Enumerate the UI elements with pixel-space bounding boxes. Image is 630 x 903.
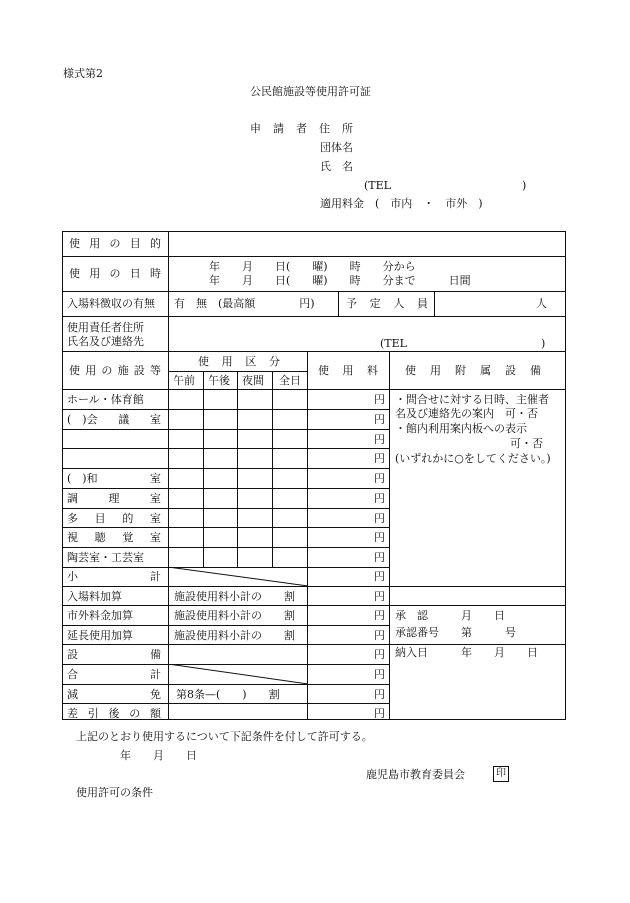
facility-multipurpose-room: 多 目 的 室 bbox=[67, 512, 161, 525]
person-unit: 人 bbox=[536, 297, 547, 310]
subtotal-label: 小 計 bbox=[67, 570, 161, 583]
exemption-value: 第8条—( ) 割 bbox=[176, 688, 280, 701]
net-amount-label: 差 引 後 の 額 bbox=[67, 707, 161, 720]
facility-av-room: 視 聴 覚 室 bbox=[67, 531, 161, 544]
purpose-label: 使 用 の 目 的 bbox=[69, 237, 161, 250]
responsible-tel-open: (TEL bbox=[380, 337, 407, 350]
total-diagonal bbox=[168, 664, 308, 684]
applicant-tel-open: (TEL bbox=[364, 179, 391, 192]
slot-night: 夜間 bbox=[242, 374, 264, 387]
entry-surcharge-label: 入場料加算 bbox=[67, 590, 122, 603]
entry-fee-label: 入場料徴収の有無 bbox=[67, 297, 155, 310]
group-name-label: 団体名 bbox=[320, 141, 353, 154]
slot-afternoon: 午後 bbox=[208, 374, 230, 387]
fee-header-label: 使 用 料 bbox=[318, 364, 378, 377]
facility-meeting-room: ( )会 議 室 bbox=[67, 413, 161, 426]
datetime-to: 年 月 日( 曜) 時 分まで 日間 bbox=[209, 274, 471, 287]
note-board: ・館内利用案内板への表示 bbox=[395, 422, 527, 435]
outside-surcharge-label: 市外料金加算 bbox=[67, 609, 133, 622]
outside-surcharge-formula: 施設使用料小計の 割 bbox=[174, 609, 295, 622]
conditions-label: 使用許可の条件 bbox=[76, 786, 153, 799]
slot-morning: 午前 bbox=[173, 374, 195, 387]
exemption-label: 減 免 bbox=[67, 688, 161, 701]
slot-allday: 全日 bbox=[279, 374, 301, 387]
note-instruction: (いずれかに○をしてください。) bbox=[395, 452, 551, 465]
payment-date: 納入日 年 月 日 bbox=[395, 646, 538, 659]
responsible-label-1: 使用責任者住所 bbox=[67, 321, 144, 334]
applicant-address-label: 申 請 者 住 所 bbox=[250, 122, 353, 135]
approval-date: 承 認 月 日 bbox=[395, 609, 505, 622]
facility-craft-room: 陶芸室・工芸室 bbox=[67, 551, 144, 564]
extension-surcharge-label: 延長使用加算 bbox=[67, 629, 133, 642]
responsible-label-2: 氏名及び連絡先 bbox=[67, 335, 144, 348]
datetime-from: 年 月 日( 曜) 時 分から bbox=[209, 260, 416, 273]
seal-mark: 印 bbox=[493, 766, 509, 782]
document-title: 公民館施設等使用許可証 bbox=[250, 85, 371, 98]
entry-fee-value: 有 無 (最高額 円) bbox=[174, 297, 315, 310]
note-inquiry-choice: 名及び連絡先の案内 可・否 bbox=[395, 407, 538, 420]
category-label: 使 用 区 分 bbox=[198, 355, 280, 368]
extension-surcharge-formula: 施設使用料小計の 割 bbox=[174, 629, 295, 642]
entry-surcharge-formula: 施設使用料小計の 割 bbox=[174, 590, 295, 603]
applicant-tel-close: ) bbox=[522, 179, 527, 192]
equipment-header-label: 使 用 附 属 設 備 bbox=[405, 364, 541, 377]
facility-cooking-room: 調 理 室 bbox=[67, 492, 161, 505]
fee-type-label: 適用料金 ( 市内 ・ 市外 ) bbox=[320, 197, 483, 210]
facility-label: 使 用 の 施 設 等 bbox=[69, 364, 161, 377]
issuer-name: 鹿児島市教育委員会 bbox=[366, 768, 465, 781]
applicant-name-label: 氏 名 bbox=[320, 160, 353, 173]
subtotal-diagonal bbox=[168, 567, 308, 587]
responsible-tel-close: ) bbox=[541, 337, 546, 350]
approval-number: 承認番号 第 号 bbox=[395, 626, 516, 639]
equipment-row-label: 設 備 bbox=[67, 648, 161, 661]
facility-japanese-room: ( )和 室 bbox=[67, 472, 161, 485]
note-board-choice: 可・否 bbox=[510, 437, 543, 450]
expected-attendance-label: 予 定 人 員 bbox=[346, 297, 428, 310]
form-number: 様式第2 bbox=[63, 67, 103, 80]
permit-statement: 上記のとおり使用するについて下記条件を付して許可する。 bbox=[76, 730, 373, 743]
facility-hall: ホール・体育館 bbox=[67, 393, 144, 406]
datetime-label: 使 用 の 日 時 bbox=[69, 267, 161, 280]
total-label: 合 計 bbox=[67, 668, 161, 681]
note-inquiry: ・問合せに対する日時、主催者 bbox=[395, 393, 549, 406]
issue-date: 年 月 日 bbox=[120, 749, 197, 762]
